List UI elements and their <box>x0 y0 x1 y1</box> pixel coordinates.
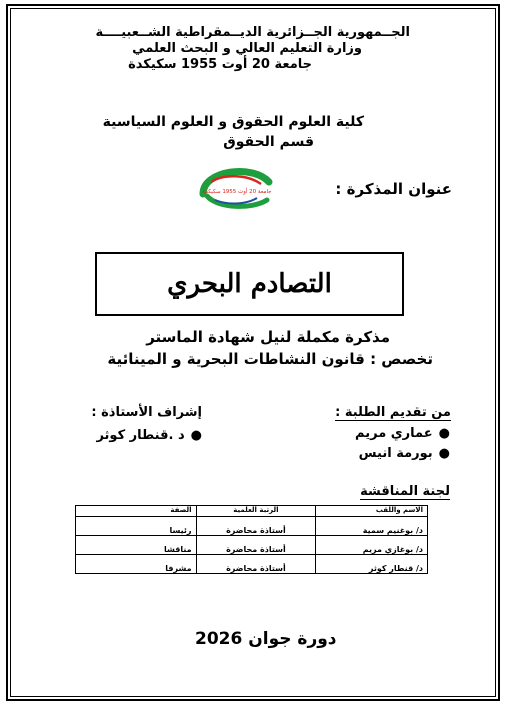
supervisor-name: د .قنطار كوثر <box>96 428 185 443</box>
specialization-line: تخصص : قانون النشاطات البحرية و المينائية <box>107 350 433 368</box>
bullet-icon: ● <box>438 446 450 461</box>
member-role: مناقشا <box>76 536 197 555</box>
student-item <box>359 446 450 461</box>
bullet-icon: ● <box>438 426 450 441</box>
member-rank: أستاذة محاضرة <box>196 536 316 555</box>
university-line: جامعة 20 أوت 1955 سكيكدة <box>128 57 312 72</box>
student-item <box>355 426 450 441</box>
table-row <box>76 536 428 555</box>
table-row <box>76 555 428 574</box>
student-name: بورمة انيس <box>358 446 433 461</box>
member-rank: أستاذة محاضرة <box>196 555 316 574</box>
header-name: الاسم واللقب <box>316 506 428 517</box>
session-date: دورة جوان 2026 <box>195 629 337 649</box>
supervisor-heading: إشراف الأستاذة : <box>91 405 202 420</box>
memo-title-box <box>95 252 404 316</box>
member-role: مشرفا <box>76 555 197 574</box>
memo-title-label: عنوان المذكرة : <box>335 180 452 198</box>
faculty-name: كلية العلوم الحقوق و العلوم السياسية <box>102 114 364 130</box>
supervisor-item <box>96 428 202 443</box>
student-name: عماري مريم <box>355 426 433 441</box>
member-role: رئيسا <box>76 517 197 536</box>
department-name: قسم الحقوق <box>223 134 314 150</box>
table-header-row <box>76 506 428 517</box>
committee-heading: لجنة المناقشة <box>360 484 450 499</box>
university-logo <box>193 160 277 214</box>
header-role: الصفة <box>76 506 197 517</box>
logo-text: جامعة 20 أوت 1955 سكيكدة <box>202 189 272 195</box>
students-heading: من تقديم الطلبة : <box>335 405 451 420</box>
ministry-line: وزارة التعليم العالي و البحث العلمي <box>132 41 362 56</box>
bullet-icon: ● <box>190 428 202 443</box>
memo-title: التصادم البحري <box>167 269 332 299</box>
degree-line: مذكرة مكملة لنيل شهادة الماستر <box>146 328 390 346</box>
member-name: د/ قنطار كوثر <box>316 555 428 574</box>
committee-table <box>75 505 428 574</box>
member-rank: أستاذة محاضرة <box>196 517 316 536</box>
table-row <box>76 517 428 536</box>
republic-line: الجــمهورية الجــزائرية الديــمقراطية الشــعبيــــة <box>95 25 410 40</box>
header-rank: الرتبة العلمية <box>196 506 316 517</box>
member-name: د/ بوغنيم سمية <box>316 517 428 536</box>
member-name: د/ بوغازي مريم <box>316 536 428 555</box>
